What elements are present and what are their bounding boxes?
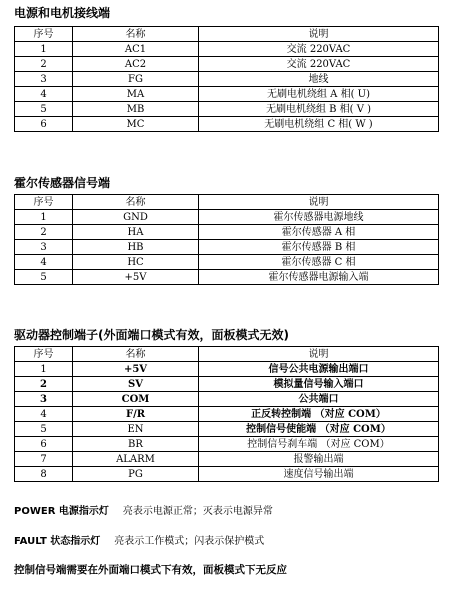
- cell-desc: 无刷电机绕组 A 相( U): [199, 87, 439, 102]
- table-row: [15, 117, 439, 132]
- table-row: [15, 42, 439, 57]
- header-name: 名称: [73, 347, 199, 362]
- cell-desc: 无刷电机绕组 C 相( W ): [199, 117, 439, 132]
- cell-desc: 模拟量信号输入端口: [199, 377, 439, 392]
- cell-desc: 交流 220VAC: [199, 42, 439, 57]
- cell-index: 5: [15, 422, 73, 437]
- cell-desc: 速度信号输出端: [199, 467, 439, 482]
- cell-name: EN: [73, 422, 199, 437]
- power-indicator-text: 亮表示电源正常；灭表示电源异常: [122, 506, 273, 517]
- header-desc: 说明: [199, 347, 439, 362]
- table-row: [15, 210, 439, 225]
- cell-name: GND: [73, 210, 199, 225]
- table-row: [15, 437, 439, 452]
- cell-index: 3: [15, 72, 73, 87]
- cell-name: FG: [73, 72, 199, 87]
- cell-index: 4: [15, 87, 73, 102]
- cell-desc: 控制信号刹车端 （对应 COM）: [199, 437, 439, 452]
- cell-index: 8: [15, 467, 73, 482]
- table-row: [15, 362, 439, 377]
- table-row: [15, 102, 439, 117]
- power-indicator-note: [14, 502, 273, 517]
- table-control-terminal: [14, 346, 439, 482]
- cell-desc: 霍尔传感器 C 相: [199, 255, 439, 270]
- cell-index: 5: [15, 270, 73, 285]
- cell-name: HC: [73, 255, 199, 270]
- cell-name: F/R: [73, 407, 199, 422]
- cell-index: 7: [15, 452, 73, 467]
- cell-index: 3: [15, 240, 73, 255]
- header-index: 序号: [15, 347, 73, 362]
- header-index: 序号: [15, 195, 73, 210]
- cell-name: MA: [73, 87, 199, 102]
- cell-index: 4: [15, 255, 73, 270]
- cell-desc: 信号公共电源输出端口: [199, 362, 439, 377]
- cell-index: 1: [15, 362, 73, 377]
- cell-name: PG: [73, 467, 199, 482]
- cell-index: 6: [15, 437, 73, 452]
- cell-name: MB: [73, 102, 199, 117]
- table-power-motor: [14, 26, 439, 132]
- table-row: [15, 467, 439, 482]
- table-header-row: [15, 195, 439, 210]
- header-name: 名称: [73, 27, 199, 42]
- cell-desc: 公共端口: [199, 392, 439, 407]
- cell-index: 3: [15, 392, 73, 407]
- cell-name: +5V: [73, 362, 199, 377]
- cell-index: 4: [15, 407, 73, 422]
- cell-desc: 霍尔传感器 B 相: [199, 240, 439, 255]
- cell-index: 1: [15, 210, 73, 225]
- header-desc: 说明: [199, 195, 439, 210]
- cell-desc: 霍尔传感器电源输入端: [199, 270, 439, 285]
- cell-name: HA: [73, 225, 199, 240]
- table-row: [15, 72, 439, 87]
- table-row: [15, 225, 439, 240]
- header-name: 名称: [73, 195, 199, 210]
- cell-index: 2: [15, 377, 73, 392]
- cell-name: AC1: [73, 42, 199, 57]
- section-title-control-terminal: 驱动器控制端子(外面端口模式有效，面板模式无效): [14, 328, 289, 342]
- cell-name: ALARM: [73, 452, 199, 467]
- cell-desc: 交流 220VAC: [199, 57, 439, 72]
- table-row: [15, 57, 439, 72]
- footer-note: 控制信号端需要在外面端口模式下有效，面板模式下无反应: [14, 564, 287, 576]
- section-title-power-motor: 电源和电机接线端: [14, 6, 111, 20]
- table-row: [15, 392, 439, 407]
- table-row: [15, 407, 439, 422]
- cell-desc: 报警输出端: [199, 452, 439, 467]
- cell-name: HB: [73, 240, 199, 255]
- table-row: [15, 87, 439, 102]
- cell-index: 5: [15, 102, 73, 117]
- power-indicator-label: POWER 电源指示灯: [14, 506, 109, 517]
- cell-desc: 霍尔传感器电源地线: [199, 210, 439, 225]
- cell-index: 2: [15, 57, 73, 72]
- cell-name: COM: [73, 392, 199, 407]
- fault-indicator-text: 亮表示工作模式；闪表示保护模式: [114, 536, 265, 547]
- cell-name: BR: [73, 437, 199, 452]
- cell-index: 2: [15, 225, 73, 240]
- fault-indicator-label: FAULT 状态指示灯: [14, 536, 101, 547]
- header-index: 序号: [15, 27, 73, 42]
- fault-indicator-note: [14, 532, 264, 547]
- cell-desc: 正反转控制端 （对应 COM）: [199, 407, 439, 422]
- table-hall-sensor: [14, 194, 439, 285]
- cell-name: SV: [73, 377, 199, 392]
- cell-desc: 霍尔传感器 A 相: [199, 225, 439, 240]
- section-title-hall-sensor: 霍尔传感器信号端: [14, 176, 111, 190]
- cell-desc: 控制信号使能端 （对应 COM）: [199, 422, 439, 437]
- cell-name: MC: [73, 117, 199, 132]
- table-header-row: [15, 27, 439, 42]
- cell-index: 1: [15, 42, 73, 57]
- table-row: [15, 240, 439, 255]
- cell-desc: 地线: [199, 72, 439, 87]
- table-row: [15, 255, 439, 270]
- cell-name: +5V: [73, 270, 199, 285]
- cell-name: AC2: [73, 57, 199, 72]
- table-row: [15, 452, 439, 467]
- table-row: [15, 377, 439, 392]
- table-header-row: [15, 347, 439, 362]
- cell-index: 6: [15, 117, 73, 132]
- table-row: [15, 270, 439, 285]
- header-desc: 说明: [199, 27, 439, 42]
- table-row: [15, 422, 439, 437]
- cell-desc: 无刷电机绕组 B 相( V ): [199, 102, 439, 117]
